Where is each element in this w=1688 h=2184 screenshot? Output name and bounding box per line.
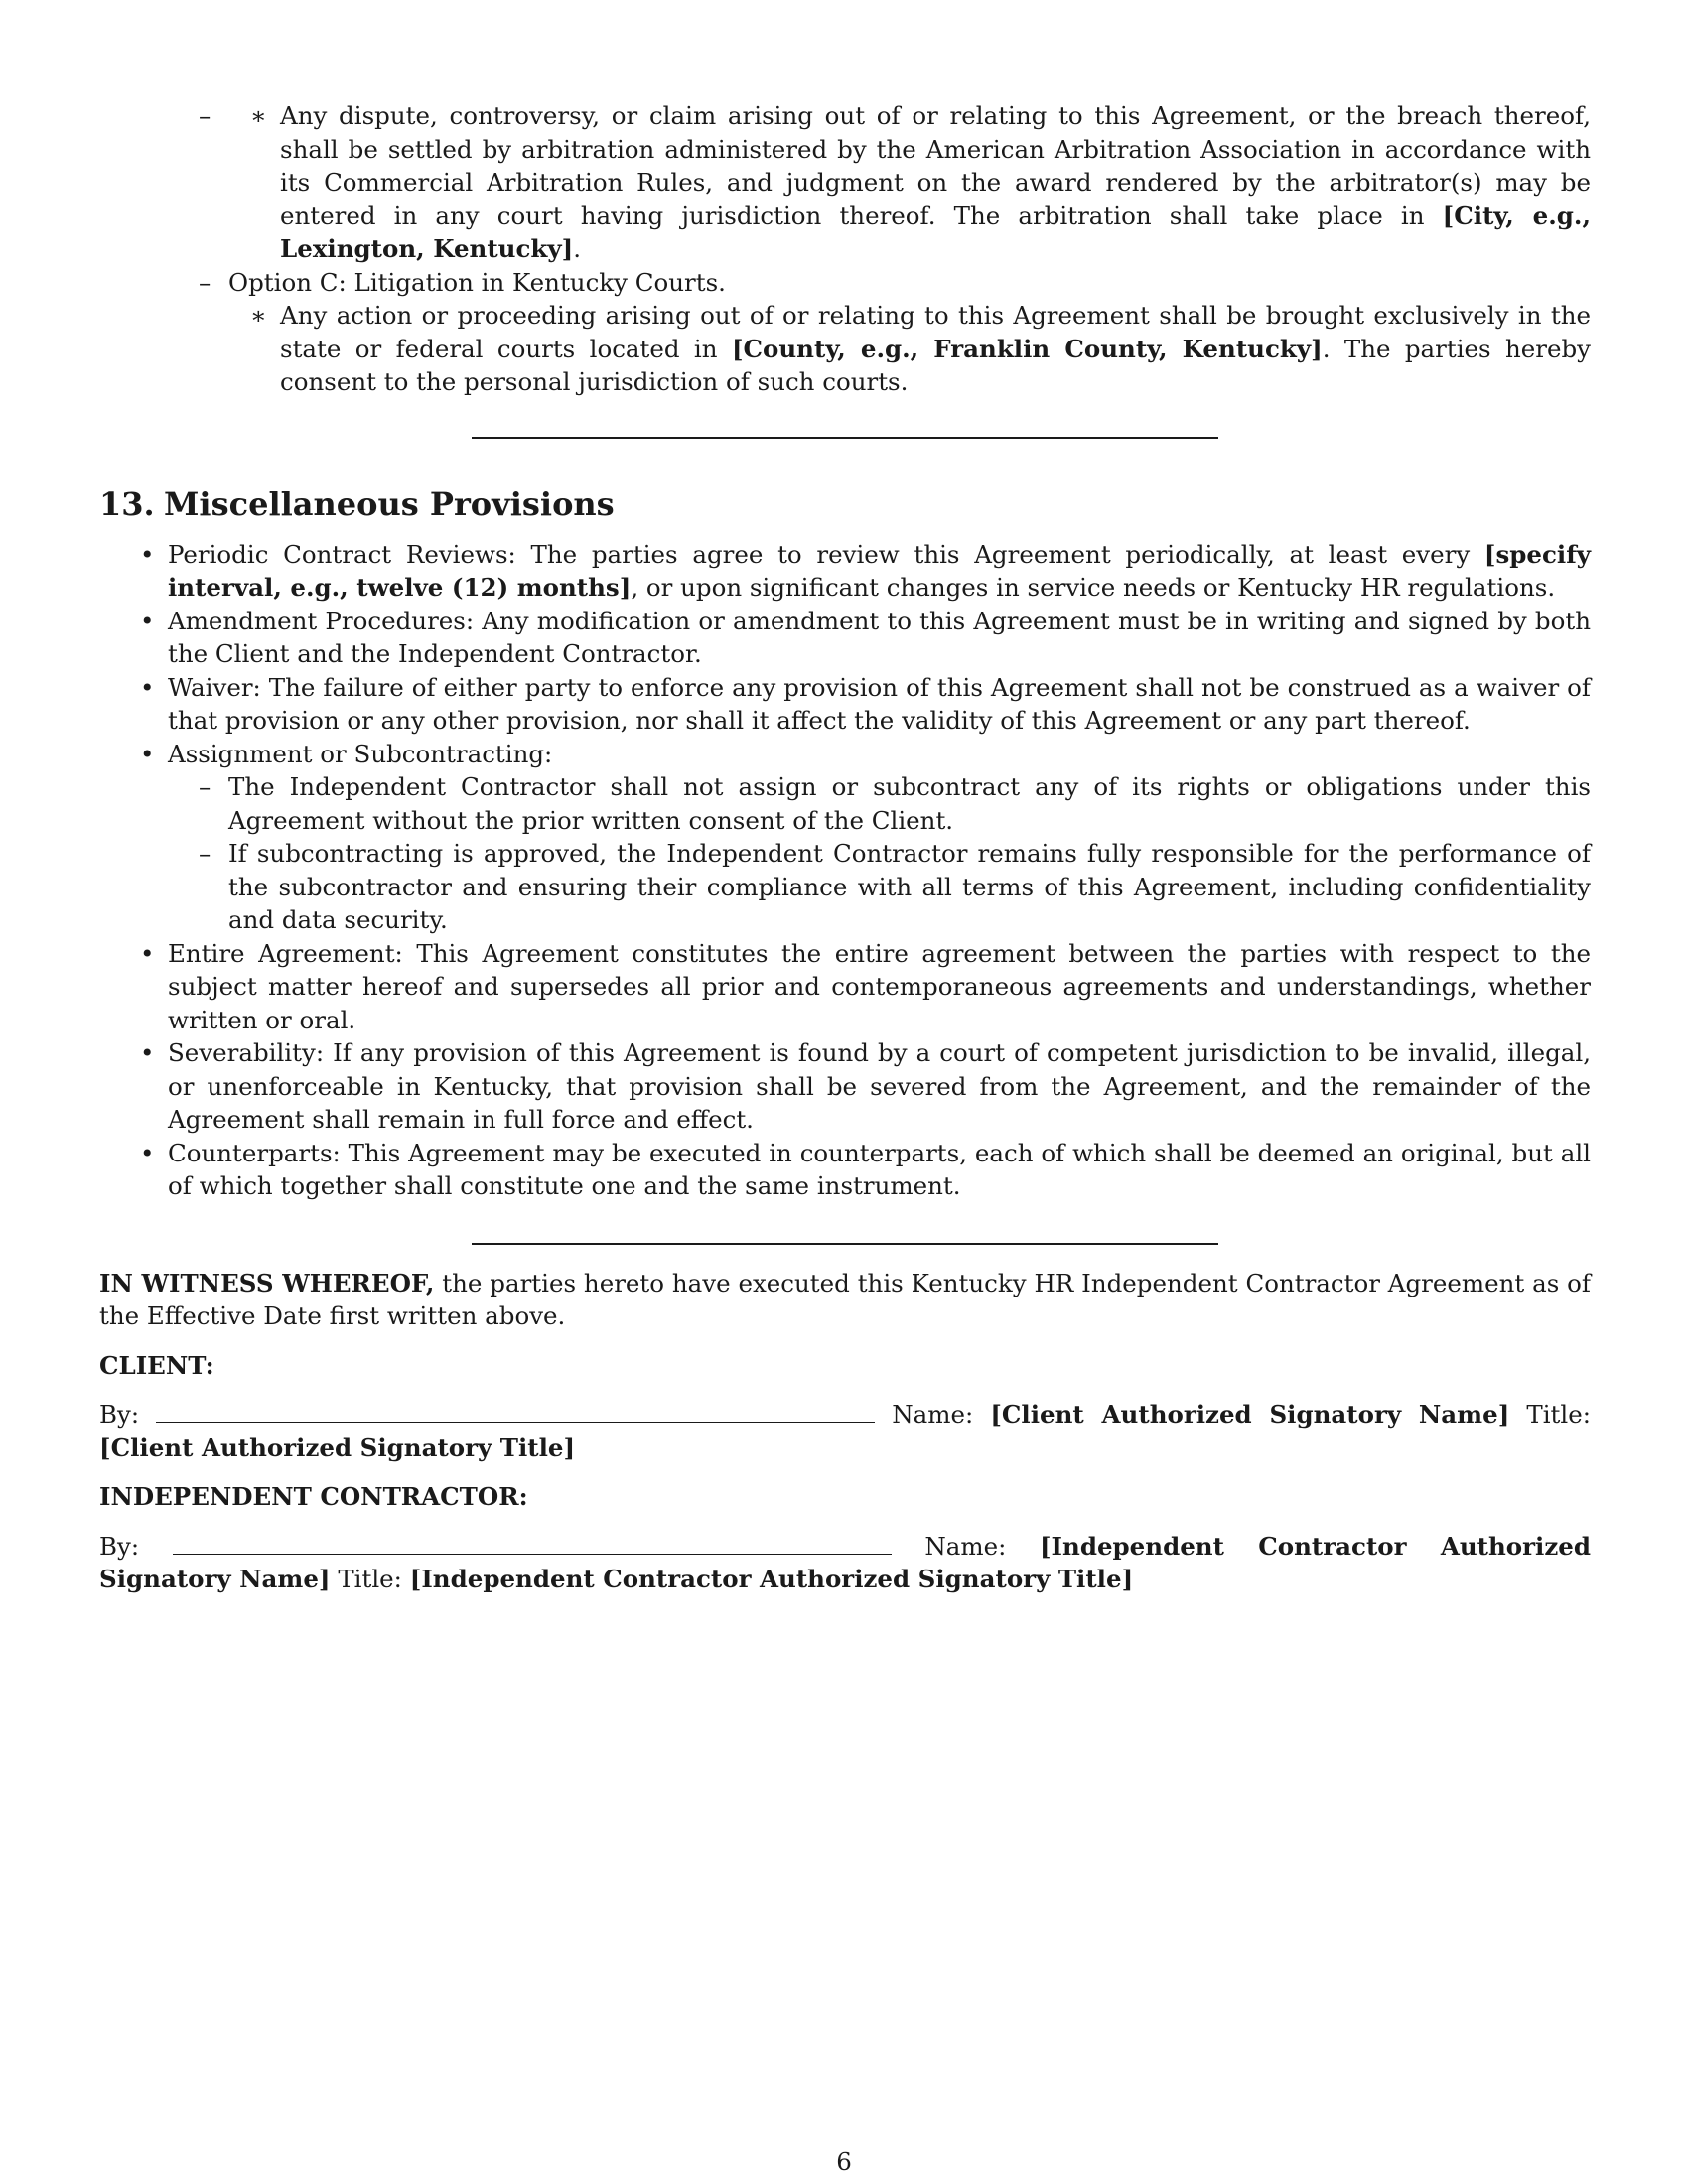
assignment-title: Assignment or Subcontracting: xyxy=(168,739,553,768)
section-divider xyxy=(472,1243,1218,1245)
witness-lead: IN WITNESS WHEREOF, xyxy=(99,1268,435,1297)
title-label: Title: xyxy=(1526,1400,1591,1429)
contractor-heading: INDEPENDENT CONTRACTOR: xyxy=(99,1482,528,1511)
section-heading xyxy=(99,484,1591,524)
section-number: 13. xyxy=(99,484,155,523)
interval-placeholder: [specify interval, e.g., twelve (12) months] xyxy=(168,539,1591,602)
contractor-name-placeholder: [Independent Contractor Authorized Signatory Name] xyxy=(99,1531,1591,1593)
litigation-clause-text: Any action or proceeding arising out of or relating to this Agreement shall be brought exclusively in the state or federal courts located in xyxy=(280,301,1591,363)
section-divider xyxy=(472,437,1218,439)
litigation-clause-end: . The parties hereby consent to the personal jurisdiction of such courts. xyxy=(280,334,1591,396)
client-title-placeholder: [Client Authorized Signatory Title] xyxy=(99,1433,576,1462)
list-item: • Severability: If any provision of this Agreement is found by a court of competent jurisdiction to be invalid, illegal, or unenforceable in Kentucky, that provision shall be severed from the Agreement, and the remainder of the Agreement shall remain in full force and effect. xyxy=(99,1036,1591,1137)
city-placeholder: [City, e.g., Lexington, Kentucky] xyxy=(280,201,1591,263)
document-page xyxy=(99,99,1591,1596)
list-item: • Amendment Procedures: Any modification or amendment to this Agreement must be in writing and signed by both the Client and the Independent Contractor. xyxy=(99,605,1591,671)
county-placeholder: [County, e.g., Franklin County, Kentucky] xyxy=(731,334,1323,363)
list-item: • Counterparts: This Agreement may be executed in counterparts, each of which shall be deemed an original, but all of which together shall constitute one and the same instrument. xyxy=(99,1137,1591,1203)
client-signature-block xyxy=(99,1398,1591,1464)
client-name-placeholder: [Client Authorized Signatory Name] xyxy=(990,1400,1510,1429)
by-label: By: xyxy=(99,1531,140,1561)
title-label: Title: xyxy=(338,1565,402,1593)
contractor-signature-line[interactable] xyxy=(173,1532,892,1555)
name-label: Name: xyxy=(892,1400,974,1429)
by-label: By: xyxy=(99,1400,140,1429)
list-item: – The Independent Contractor shall not assign or subcontract any of its rights or obligations under this Agreement without the prior written consent of the Client. xyxy=(99,770,1591,837)
contractor-signature-block xyxy=(99,1530,1591,1596)
page-number: 6 xyxy=(836,2147,852,2176)
arbitration-clause-end: . xyxy=(573,234,582,263)
review-text-end: , or upon significant changes in service needs or Kentucky HR regulations. xyxy=(631,573,1556,602)
section-title: Miscellaneous Provisions xyxy=(164,484,615,523)
contractor-title-placeholder: [Independent Contractor Authorized Signatory Title] xyxy=(409,1565,1134,1593)
list-item: – If subcontracting is approved, the Independent Contractor remains fully responsible for the performance of the subcontractor and ensuring their compliance with all terms of this Agreement, including confidentiality and data security. xyxy=(99,837,1591,937)
arbitration-clause xyxy=(99,99,1591,266)
option-c-item xyxy=(99,266,1591,399)
client-signature-line[interactable] xyxy=(156,1400,875,1423)
provisions-list xyxy=(99,538,1591,1203)
list-item xyxy=(99,738,1591,937)
list-item xyxy=(99,538,1591,605)
witness-text: the parties hereto have executed this Kentucky HR Independent Contractor Agreement as of the Effective Date first written above. xyxy=(99,1268,1591,1330)
option-b-item xyxy=(99,99,1591,266)
arbitration-clause-text: Any dispute, controversy, or claim arising out of or relating to this Agreement, or the breach thereof, shall be settled by arbitration administered by the American Arbitration Association in accordance with its Commercial Arbitration Rules, and judgment on the award rendered by the arbitrator(s) may be entered in any court having jurisdiction thereof. The arbitration shall take place in xyxy=(280,101,1591,230)
client-heading: CLIENT: xyxy=(99,1350,214,1380)
witness-paragraph xyxy=(99,1267,1591,1333)
list-item: • Entire Agreement: This Agreement constitutes the entire agreement between the parties with respect to the subject matter hereof and supersedes all prior and contemporaneous agreements and understandings, whether written or oral. xyxy=(99,937,1591,1037)
litigation-clause xyxy=(99,299,1591,399)
list-item: • Waiver: The failure of either party to enforce any provision of this Agreement shall not be construed as a waiver of that provision or any other provision, nor shall it affect the validity of this Agreement or any part thereof. xyxy=(99,671,1591,738)
option-c-title: Option C: Litigation in Kentucky Courts. xyxy=(228,267,726,297)
name-label: Name: xyxy=(924,1531,1007,1561)
review-text: Periodic Contract Reviews: The parties agree to review this Agreement periodically, at least every xyxy=(168,539,1484,569)
dispute-options-list xyxy=(99,99,1591,399)
